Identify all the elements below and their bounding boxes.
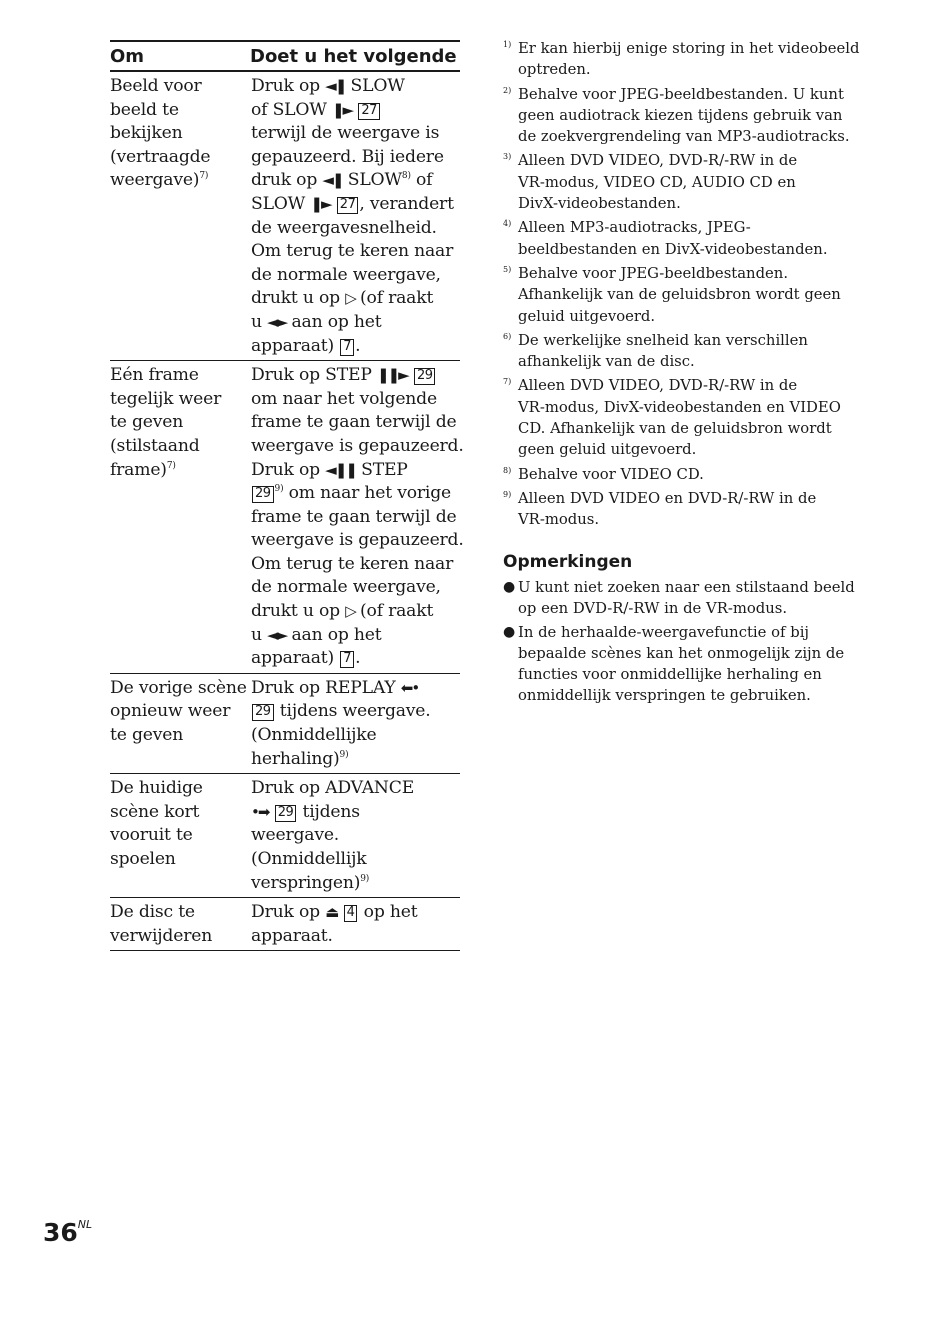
play-outline-icon: ▷	[345, 289, 355, 308]
footnote-text: De werkelijke snelheid kan verschillen afhankelijk van de disc.	[518, 331, 808, 371]
operations-table	[110, 40, 464, 951]
page-ref-box: 4	[344, 905, 358, 922]
footnote-number: 8)	[503, 465, 512, 475]
footnote-ref: 7)	[199, 171, 209, 182]
label-line: De vorige scène	[110, 677, 247, 698]
footnote-text: Alleen DVD VIDEO en DVD-R/-RW in de VR-modus.	[518, 489, 817, 529]
play-outline-icon: ▷	[345, 602, 355, 621]
row-instruction: Druk op STEP ❚❚► 29 om naar het volgende frame te gaan terwijl de weergave is gepauzeerd. Druk op ◄❚❚ STEP 29 $^{9)}$ om naar het vorige frame te gaan terwijl de weergave is gepauzeerd. Om terug te keren naar de normale weergave, drukt u op ▷ (of raakt u ◄► aan op het apparaat) 7 .	[250, 361, 460, 674]
step-reverse-icon: ◄❚❚	[325, 460, 356, 479]
label-line: spoelen	[110, 849, 176, 869]
footnote-text: Alleen DVD VIDEO, DVD-R/-RW in de VR-modus, VIDEO CD, AUDIO CD en DivX-videobestanden.	[518, 152, 798, 213]
page-ref-box: 29	[252, 486, 274, 503]
note-text: In de herhaalde-weergavefunctie of bij bepaalde scènes kan het onmogelijk zijn de functies voor onmiddellijke herhaling en onmiddellijk verspringen te gebruiken.	[518, 623, 845, 704]
page-ref-box: 29	[414, 368, 436, 385]
note-text: U kunt niet zoeken naar een stilstaand beeld op een DVD-R/-RW in de VR-modus.	[518, 578, 855, 617]
table-row	[110, 673, 460, 773]
footnote	[503, 217, 863, 260]
footnote-number: 2)	[503, 85, 512, 95]
note-item	[503, 577, 863, 619]
left-right-arrow-icon: ◄►	[267, 625, 287, 644]
footnote-text: Er kan hierbij enige storing in het videobeeld optreden.	[518, 40, 860, 79]
label-line: verwijderen	[110, 925, 213, 946]
row-label	[110, 71, 250, 361]
page-number: $36^{NL}$	[43, 1218, 93, 1247]
footnote	[503, 263, 863, 327]
replay-icon: ⬅•	[400, 678, 419, 697]
advance-icon: •➡	[251, 802, 269, 821]
page-ref-box: 7	[340, 651, 354, 668]
footnote-text: Alleen MP3-audiotracks, JPEG- beeldbestanden en DivX-videobestanden.	[518, 219, 828, 258]
slow-forward-icon: ❚►	[331, 100, 353, 119]
label-line: De disc te	[110, 902, 195, 923]
footnote-number: 6)	[503, 331, 512, 341]
label-line: frame)$^{7)}$	[110, 459, 176, 480]
label-line: (vertraagde	[110, 146, 211, 167]
label-line: scène kort	[110, 801, 200, 822]
operations-table-container	[110, 40, 464, 951]
footnote	[503, 488, 863, 531]
slow-forward-icon: ❚►	[310, 194, 331, 213]
label-line: (stilstaand	[110, 435, 200, 456]
footnote	[503, 375, 863, 460]
table-row	[110, 774, 460, 898]
footnote-text: Behalve voor JPEG-beeldbestanden. Afhankelijk van de geluidsbron wordt geen geluid uitgevoerd.	[518, 264, 841, 325]
label-line: tegelijk weer	[110, 388, 222, 409]
label-line: te geven	[110, 725, 184, 746]
footnote-number: 4)	[503, 219, 512, 229]
footnote-number: 3)	[503, 152, 512, 162]
footnote-ref: 9)	[360, 873, 370, 884]
table-row	[110, 898, 460, 951]
footnote	[503, 464, 863, 485]
row-instruction: Druk op ◄❚ SLOW of SLOW ❚► 27 terwijl de weergave is gepauzeerd. Bij iedere druk op ◄❚ SLOW$^{8)}$ of SLOW ❚► 27 , verandert de weergavesnelheid. Om terug te keren naar de normale weergave, drukt u op ▷ (of raakt u ◄► aan op het apparaat) 7 .	[250, 71, 460, 361]
table-header-row	[110, 41, 460, 71]
bullet-icon: ●	[503, 623, 516, 640]
label-line: te geven	[110, 412, 184, 433]
label-line: vooruit te	[110, 825, 193, 846]
label-line: Beeld voor	[110, 76, 202, 96]
page-ref-box: 29	[252, 704, 274, 721]
footnote-text: Alleen DVD VIDEO, DVD-R/-RW in de VR-modus, DivX-videobestanden en VIDEO CD. Afhankelijk van de geluidsbron wordt geen geluid uitgevoerd.	[518, 377, 841, 459]
page-language-code: NL	[77, 1218, 93, 1231]
footnote-number: 7)	[503, 377, 512, 387]
page-ref-box: 27	[337, 197, 359, 214]
label-line: Eén frame	[110, 365, 199, 386]
page-ref-box: 27	[358, 103, 380, 120]
footnote	[503, 150, 863, 214]
row-instruction: Druk op REPLAY ⬅• 29 tijdens weergave. (Onmiddellijke herhaling)$^{9)}$	[250, 673, 460, 773]
footnote-ref: 9)	[274, 484, 284, 495]
slow-reverse-icon: ◄❚	[322, 171, 343, 190]
footnote-ref: 8)	[401, 171, 411, 182]
row-label	[110, 673, 250, 773]
footnote-number: 9)	[503, 489, 512, 499]
footnote-ref: 9)	[339, 749, 349, 760]
bullet-icon: ●	[503, 578, 516, 595]
label-line: beeld te	[110, 99, 179, 120]
page-ref-box: 7	[340, 339, 354, 356]
notes-heading: Opmerkingen	[503, 551, 633, 572]
footnotes-column	[503, 38, 863, 709]
left-right-arrow-icon: ◄►	[267, 312, 287, 331]
footnote-text: Behalve voor JPEG-beeldbestanden. U kunt geen audiotrack kiezen tijdens gebruik van de zoekvergrendeling van MP3-audiotracks.	[518, 85, 850, 146]
header-doet-u-het-volgende: Doet u het volgende	[250, 41, 460, 71]
footnote	[503, 330, 863, 373]
row-label	[110, 774, 250, 898]
header-om: Om	[110, 41, 250, 71]
row-instruction: Druk op ⏏ 4 op het apparaat.	[250, 898, 460, 951]
footnote	[503, 84, 863, 148]
note-item	[503, 622, 863, 706]
footnote	[503, 38, 863, 81]
step-forward-icon: ❚❚►	[376, 366, 408, 385]
footnote-text: Behalve voor VIDEO CD.	[518, 465, 704, 483]
table-row	[110, 71, 460, 361]
table-row	[110, 361, 460, 674]
row-label	[110, 361, 250, 674]
label-line: bekijken	[110, 123, 183, 144]
row-label	[110, 898, 250, 951]
label-line: weergave)$^{7)}$	[110, 170, 209, 191]
slow-reverse-icon: ◄❚	[325, 77, 346, 95]
footnote-number: 1)	[503, 40, 512, 49]
label-line: opnieuw weer	[110, 701, 231, 722]
page-ref-box: 29	[275, 805, 297, 822]
label-line: De huidige	[110, 778, 203, 799]
footnote-ref: 7)	[166, 460, 176, 471]
row-instruction: Druk op ADVANCE •➡ 29 tijdens weergave. (Onmiddellijk verspringen)$^{9)}$	[250, 774, 460, 898]
footnote-number: 5)	[503, 264, 512, 274]
eject-icon: ⏏	[325, 903, 338, 922]
